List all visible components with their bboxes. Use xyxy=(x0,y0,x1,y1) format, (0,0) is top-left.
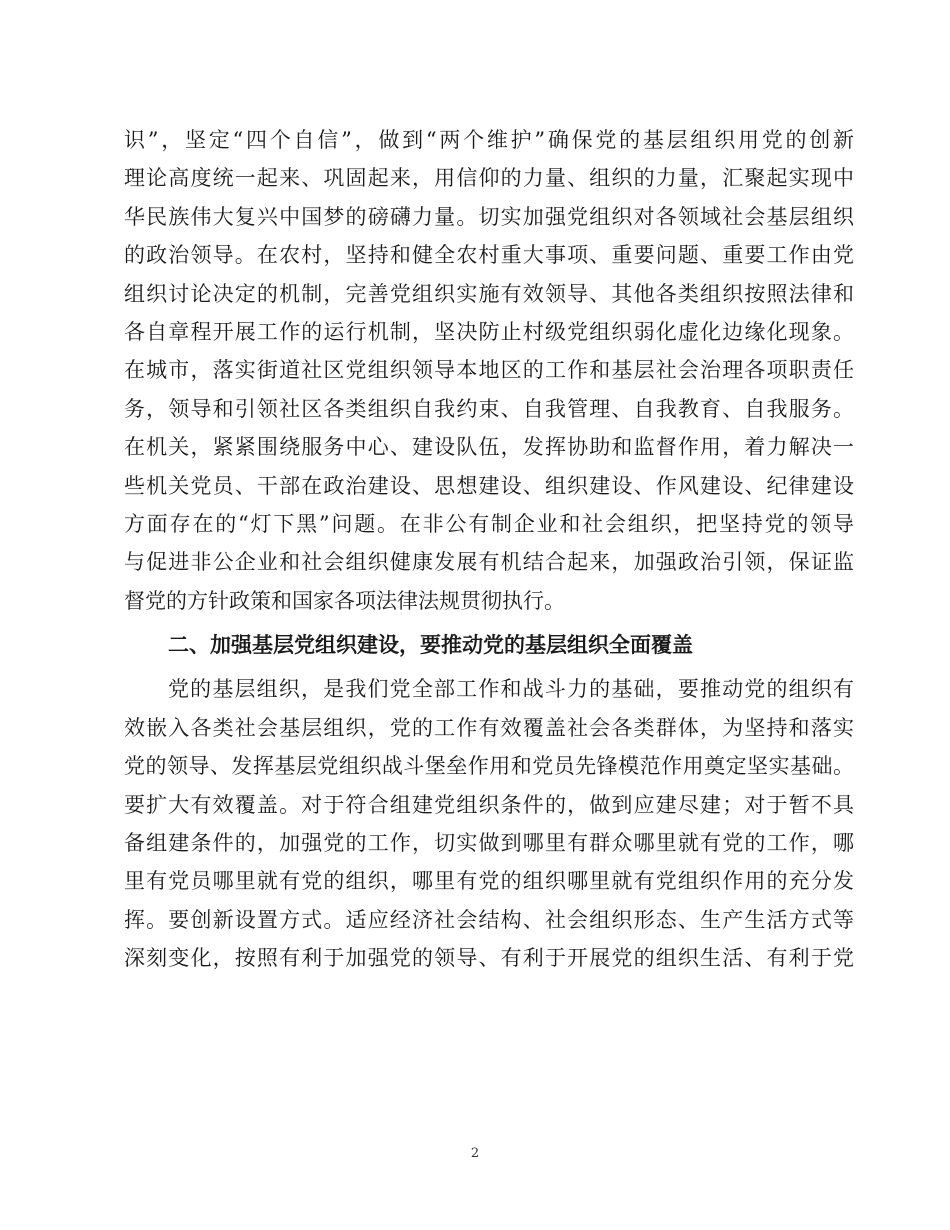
text-line: 在城市，落实街道社区党组织领导本地区的工作和基层社会治理各项职责任 xyxy=(124,358,854,383)
document-body xyxy=(124,121,854,978)
text-line: 些机关党员、干部在政治建设、思想建设、组织建设、作风建设、纪律建设 xyxy=(124,473,854,498)
text-line: 识”，坚定“四个自信”，做到“两个维护”确保党的基层组织用党的创新 xyxy=(124,128,854,152)
text-line: 要扩大有效覆盖。对于符合组建党组织条件的，做到应建尽建；对于暂不具 xyxy=(124,792,854,817)
text-line: 党的领导、发挥基层党组织战斗堡垒作用和党员先锋模范作用奠定坚实基础。 xyxy=(124,754,854,779)
text-line: 的政治领导。在农村，坚持和健全农村重大事项、重要问题、重要工作由党 xyxy=(124,243,854,268)
text-line: 在机关，紧紧围绕服务中心、建设队伍，发挥协助和监督作用，着力解决一 xyxy=(124,435,854,460)
text-line: 方面存在的“灯下黑”问题。在非公有制企业和社会组织，把坚持党的领导 xyxy=(124,511,854,536)
text-line: 组织讨论决定的机制，完善党组织实施有效领导、其他各类组织按照法律和 xyxy=(124,281,854,306)
text-line: 各自章程开展工作的运行机制，坚决防止村级党组织弱化虚化边缘化现象。 xyxy=(124,319,854,344)
paragraph-2 xyxy=(124,670,854,977)
text-line: 效嵌入各类社会基层组织，党的工作有效覆盖社会各类群体，为坚持和落实 xyxy=(124,715,854,740)
paragraph-1 xyxy=(124,121,854,620)
text-line: 挥。要创新设置方式。适应经济社会结构、社会组织形态、生产生活方式等 xyxy=(124,907,854,932)
text-line: 深刻变化，按照有利于加强党的领导、有利于开展党的组织生活、有利于党 xyxy=(124,946,854,971)
text-line: 督党的方针政策和国家各项法律法规贯彻执行。 xyxy=(124,588,565,613)
text-line: 务，领导和引领社区各类组织自我约束、自我管理、自我教育、自我服务。 xyxy=(124,396,854,421)
text-line: 华民族伟大复兴中国梦的磅礴力量。切实加强党组织对各领域社会基层组织 xyxy=(124,204,854,229)
text-line: 理论高度统一起来、巩固起来，用信仰的力量、组织的力量，汇聚起实现中 xyxy=(124,166,854,191)
text-line: 备组建条件的，加强党的工作，切实做到哪里有群众哪里就有党的工作，哪 xyxy=(124,831,854,856)
text-line: 党的基层组织，是我们党全部工作和战斗力的基础，要推动党的组织有 xyxy=(168,677,854,702)
section-heading: 二、加强基层党组织建设，要推动党的基层组织全面覆盖 xyxy=(168,632,693,658)
page-number: 2 xyxy=(470,1146,480,1161)
text-line: 里有党员哪里就有党的组织，哪里有党的组织哪里就有党组织作用的充分发 xyxy=(124,869,854,894)
text-line: 与促进非公企业和社会组织健康发展有机结合起来，加强政治引领，保证监 xyxy=(124,550,854,575)
